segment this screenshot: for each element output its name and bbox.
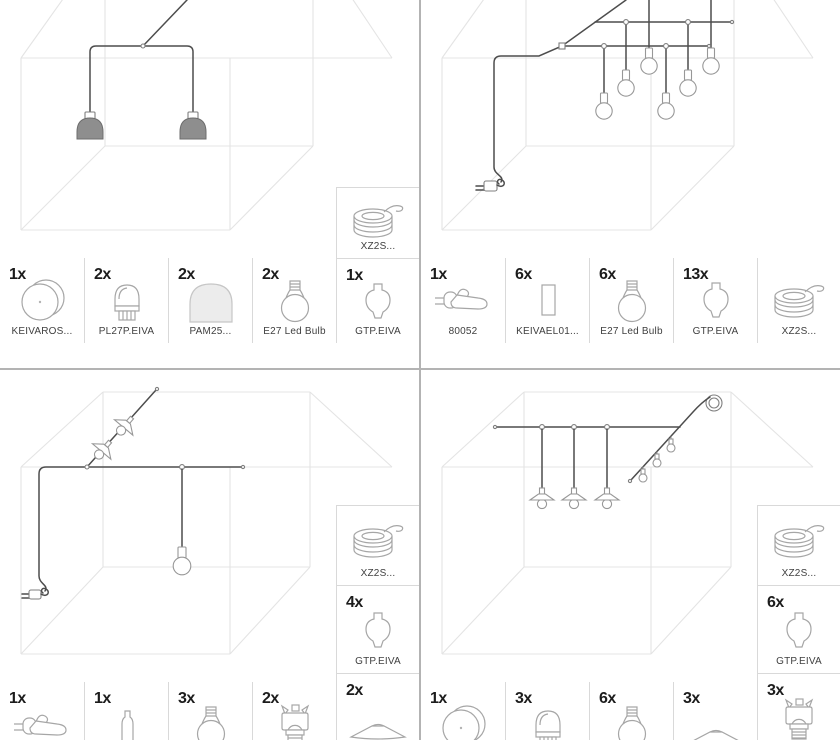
product-code: GTP.EIVA: [776, 656, 822, 667]
product-card[interactable]: [336, 258, 419, 343]
led-bulb-icon: [600, 276, 664, 328]
plug: [484, 181, 497, 191]
product-code: KEIVAROS...: [11, 326, 73, 337]
cable-coil-icon: [767, 276, 831, 328]
ceiling-rose-icon: [431, 702, 495, 740]
pendant-fixture: [77, 0, 206, 139]
cone-pendants: [530, 488, 619, 509]
product-card[interactable]: [0, 682, 84, 740]
string-pendant-fixture: [493, 395, 722, 509]
quantity-label: 6x: [599, 690, 616, 707]
cable-grid-fixture: [476, 0, 734, 191]
product-card[interactable]: [505, 682, 589, 740]
quantity-label: 1x: [430, 690, 447, 707]
quantity-label: 1x: [9, 266, 26, 283]
product-card[interactable]: [336, 505, 419, 585]
product-card[interactable]: [757, 258, 840, 343]
bulb: [596, 48, 719, 119]
product-card[interactable]: [589, 258, 673, 343]
horizontal-divider: [0, 368, 840, 370]
product-card[interactable]: [421, 682, 505, 740]
product-card[interactable]: [505, 258, 589, 343]
vertical-divider: [419, 0, 421, 740]
product-code: PL27P.EIVA: [98, 326, 155, 337]
product-code: GTP.EIVA: [692, 326, 739, 337]
cable-gripper-icon: [767, 606, 831, 658]
led-bulb-icon: [600, 702, 664, 740]
product-card[interactable]: [757, 673, 840, 740]
product-card[interactable]: [168, 682, 252, 740]
quantity-label: 6x: [515, 266, 532, 283]
product-card[interactable]: [673, 682, 757, 740]
quantity-label: 1x: [94, 690, 111, 707]
quantity-label: 2x: [262, 690, 279, 707]
quantity-label: 6x: [767, 594, 784, 611]
socket-holder-icon: [767, 696, 831, 740]
kit-preview-two-dome-pendants[interactable]: [0, 0, 419, 368]
quantity-label: 3x: [767, 682, 784, 699]
quantity-label: 6x: [599, 266, 616, 283]
product-code: GTP.EIVA: [355, 656, 401, 667]
quantity-label: 13x: [683, 266, 709, 283]
quantity-label: 2x: [262, 266, 279, 283]
product-card[interactable]: [589, 682, 673, 740]
flat-shade-icon: [346, 696, 410, 740]
quantity-label: 3x: [178, 690, 195, 707]
lamp-holder-icon: [516, 702, 580, 740]
product-card[interactable]: [84, 258, 168, 343]
plug-switch-icon: [431, 276, 495, 328]
cable-gripper-icon: [346, 606, 410, 658]
socket-holder-icon: [263, 702, 327, 740]
kit-preview-three-cone-pendants[interactable]: [421, 370, 840, 740]
quantity-label: 2x: [94, 266, 111, 283]
product-card[interactable]: [0, 258, 84, 343]
cable-gripper-icon: [684, 276, 748, 328]
product-card[interactable]: [336, 585, 419, 673]
kit-preview-wall-pendant[interactable]: [0, 370, 419, 740]
plug-switch-icon: [10, 702, 74, 740]
cable-coil-icon: [767, 516, 831, 568]
product-code: E27 Led Bulb: [600, 326, 663, 337]
product-code: GTP.EIVA: [355, 326, 401, 337]
quantity-label: 3x: [515, 690, 532, 707]
bottle-holder-icon: [95, 702, 159, 740]
product-code: E27 Led Bulb: [263, 326, 326, 337]
product-card[interactable]: [757, 505, 840, 585]
led-bulb-icon: [179, 702, 243, 740]
led-bulb-icon: [263, 276, 327, 328]
cable-coil-icon: [346, 516, 410, 568]
pendant-bulb: [173, 547, 191, 575]
quantity-label: 2x: [346, 682, 363, 699]
product-card[interactable]: [252, 682, 336, 740]
quantity-label: 4x: [346, 594, 363, 611]
product-card[interactable]: [252, 258, 336, 343]
product-code: PAM25...: [189, 326, 232, 337]
product-card[interactable]: [336, 187, 419, 258]
kit-preview-six-bulb-grid[interactable]: [421, 0, 840, 368]
product-card[interactable]: [336, 673, 419, 740]
product-card[interactable]: [168, 258, 252, 343]
plug: [29, 590, 41, 599]
quantity-label: 1x: [346, 267, 363, 284]
product-code: 80052: [448, 326, 478, 337]
cable-gripper-icon: [346, 277, 410, 329]
dome-shade-icon: [179, 276, 243, 328]
product-card[interactable]: [673, 258, 757, 343]
product-card[interactable]: [421, 258, 505, 343]
wall-plate-icon: [516, 276, 580, 328]
ceiling-rose-icon: [10, 276, 74, 328]
lamp-holder-icon: [95, 276, 159, 328]
quantity-label: 1x: [430, 266, 447, 283]
product-code: KEIVAEL01...: [516, 326, 579, 337]
product-code: XZ2S...: [360, 241, 396, 252]
product-card[interactable]: [84, 682, 168, 740]
product-code: XZ2S...: [781, 326, 817, 337]
product-card[interactable]: [757, 585, 840, 673]
quantity-label: 3x: [683, 690, 700, 707]
cable-hooks: [602, 20, 691, 49]
product-code: XZ2S...: [781, 568, 817, 579]
product-code: XZ2S...: [360, 568, 396, 579]
room-cube: [442, 0, 813, 230]
flat-shade-icon: [684, 702, 748, 740]
string-bulbs: [639, 437, 675, 482]
quantity-label: 2x: [178, 266, 195, 283]
quantity-label: 1x: [9, 690, 26, 707]
